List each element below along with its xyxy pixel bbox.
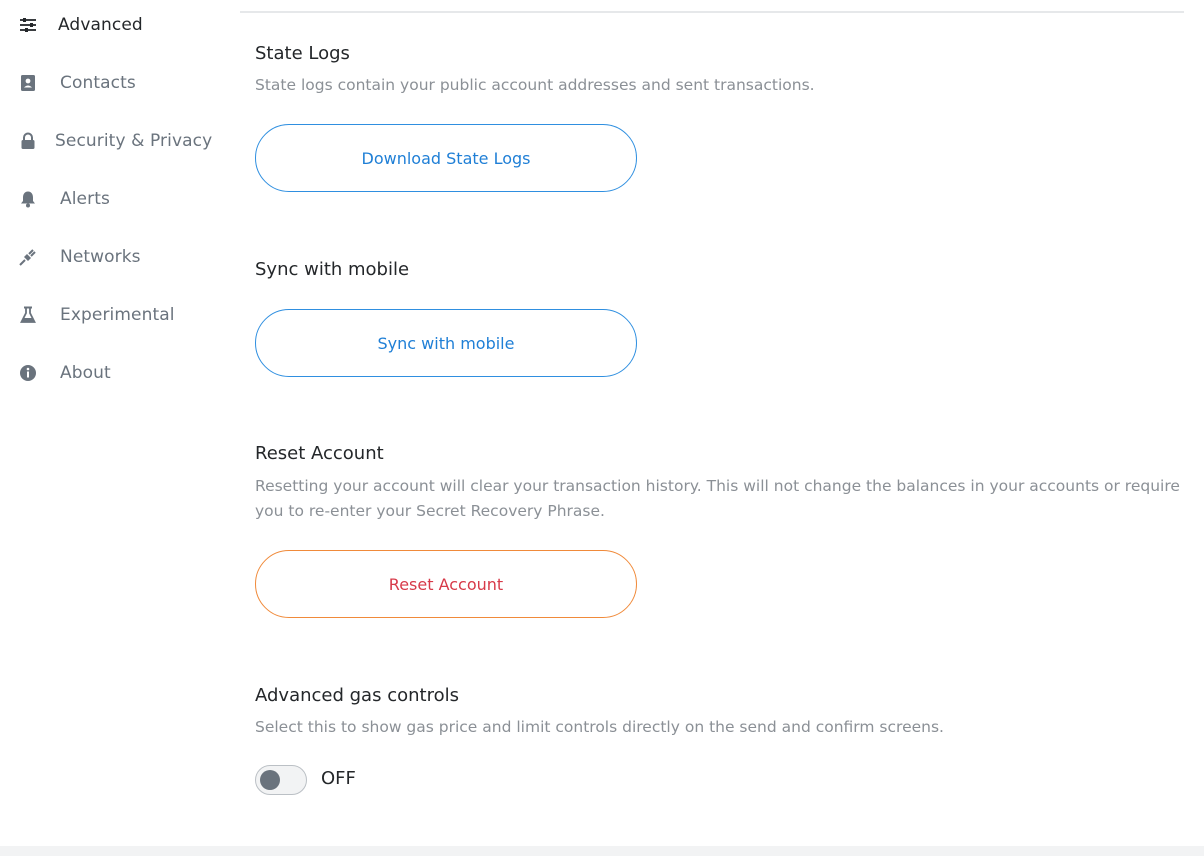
sidebar-item-about[interactable]: [0, 353, 210, 393]
toggle-state-label: OFF: [321, 768, 356, 789]
sidebar-item-security-privacy[interactable]: [0, 121, 215, 161]
sidebar-item-label: Advanced: [58, 15, 143, 35]
plug-icon: [18, 247, 38, 267]
sidebar-item-label: Security & Privacy: [55, 131, 213, 151]
state-logs-description: State logs contain your public account addresses and sent transactions.: [255, 76, 815, 94]
contact-book-icon: [18, 73, 38, 93]
toggle-knob: [260, 770, 280, 790]
sidebar-item-label: Alerts: [60, 189, 110, 209]
sync-mobile-title: Sync with mobile: [255, 259, 410, 280]
info-icon: [18, 363, 38, 383]
download-state-logs-button[interactable]: Download State Logs: [255, 124, 637, 192]
settings-sidebar: [0, 0, 230, 856]
lock-icon: [18, 131, 38, 151]
reset-account-description: Resetting your account will clear your transaction history. This will not change the balances in your accounts or require you to re-enter your Secret Recovery Phrase.: [255, 477, 1180, 520]
sidebar-item-label: Networks: [60, 247, 141, 267]
sync-with-mobile-button[interactable]: Sync with mobile: [255, 309, 637, 377]
advanced-gas-controls-toggle[interactable]: [255, 765, 307, 795]
sidebar-item-networks[interactable]: [0, 237, 210, 277]
sidebar-item-alerts[interactable]: [0, 179, 210, 219]
reset-account-title: Reset Account: [255, 443, 384, 464]
bottom-edge: [0, 846, 1204, 856]
flask-icon: [18, 305, 38, 325]
sliders-icon: [18, 15, 38, 35]
sidebar-item-experimental[interactable]: [0, 295, 210, 335]
sidebar-item-contacts[interactable]: [0, 63, 210, 103]
sidebar-item-label: About: [60, 363, 111, 383]
sidebar-item-label: Contacts: [60, 73, 136, 93]
bell-icon: [18, 189, 38, 209]
sidebar-item-advanced[interactable]: [0, 5, 210, 45]
advanced-gas-controls-title: Advanced gas controls: [255, 685, 459, 706]
advanced-gas-controls-description: Select this to show gas price and limit controls directly on the send and confirm screens.: [255, 718, 944, 736]
state-logs-title: State Logs: [255, 43, 350, 64]
reset-account-button[interactable]: Reset Account: [255, 550, 637, 618]
advanced-settings-content: [240, 0, 1184, 856]
sidebar-item-label: Experimental: [60, 305, 175, 325]
divider: [240, 11, 1184, 13]
